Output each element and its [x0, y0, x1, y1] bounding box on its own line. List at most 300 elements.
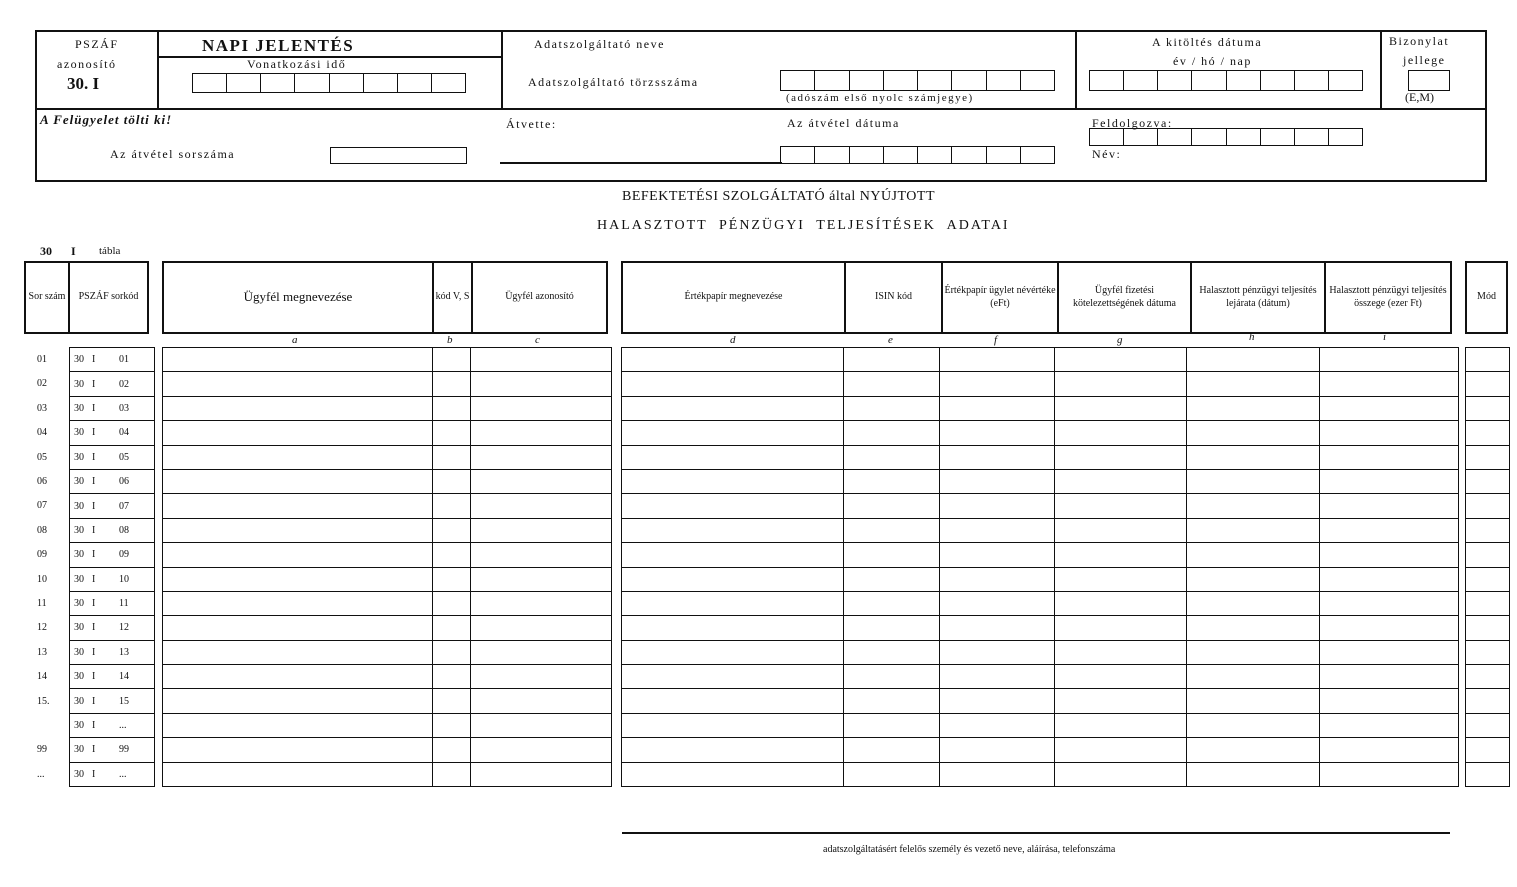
nevertek-header: Értékpapír ügylet névértéke (eFt) — [944, 285, 1056, 309]
right-data-grid-cell[interactable] — [1187, 738, 1320, 762]
right-data-grid-cell[interactable] — [844, 372, 940, 396]
sorkod-part-1: 30 — [74, 427, 84, 439]
left-data-grid-cell[interactable] — [433, 421, 471, 445]
ugyfel-megnevezese-header: Ügyfél megnevezése — [243, 289, 353, 305]
right-data-grid-cell[interactable] — [940, 543, 1055, 567]
torzsszam-field[interactable] — [780, 70, 1055, 91]
right-data-grid-cell[interactable] — [844, 591, 940, 615]
sorkod-part-2: I — [92, 402, 96, 414]
right-data-grid-cell[interactable] — [940, 616, 1055, 640]
row-number: 03 — [37, 402, 47, 414]
right-data-grid-cell[interactable] — [622, 372, 844, 396]
right-data-grid-cell[interactable] — [1055, 421, 1187, 445]
sorkod-part-3: 02 — [119, 378, 129, 390]
sorkod-part-2: I — [92, 671, 96, 683]
right-data-grid-cell[interactable] — [1187, 421, 1320, 445]
lejarata-header: Halasztott pénzügyi teljesítés lejárata (dátum) — [1199, 285, 1317, 309]
atvetel-sorszama-field[interactable] — [330, 147, 467, 164]
right-data-grid-cell[interactable] — [1187, 348, 1320, 372]
left-data-grid-cell[interactable] — [433, 372, 471, 396]
table-row — [622, 494, 1459, 518]
right-data-grid-cell[interactable] — [1187, 689, 1320, 713]
left-data-grid-cell[interactable] — [163, 591, 433, 615]
bizonylat-label: Bizonylat — [1389, 34, 1450, 48]
right-data-grid-cell[interactable] — [1187, 494, 1320, 518]
right-data-grid-cell[interactable] — [1320, 616, 1459, 640]
mod-column-cell[interactable] — [1466, 421, 1510, 445]
mod-column-cell[interactable] — [1466, 640, 1510, 664]
left-data-grid-cell[interactable] — [471, 738, 612, 762]
left-data-grid-cell[interactable] — [163, 445, 433, 469]
mod-column-cell[interactable] — [1466, 348, 1510, 372]
left-data-grid-cell[interactable] — [471, 591, 612, 615]
pszaf-label: PSZÁF — [75, 37, 119, 51]
right-data-grid-cell[interactable] — [844, 421, 940, 445]
table-row — [622, 567, 1459, 591]
table-row — [622, 445, 1459, 469]
table-row — [70, 665, 155, 689]
report-title-line2: HALASZTOTT PÉNZÜGYI TELJESÍTÉSEK ADATAI — [597, 218, 1010, 233]
left-data-grid-cell[interactable] — [163, 518, 433, 542]
right-data-grid-cell[interactable] — [940, 372, 1055, 396]
mod-column-cell[interactable] — [1466, 738, 1510, 762]
mod-column-cell[interactable] — [1466, 762, 1510, 786]
left-data-grid-cell[interactable] — [471, 396, 612, 420]
left-data-grid-cell[interactable] — [433, 640, 471, 664]
left-data-grid-cell[interactable] — [163, 469, 433, 493]
right-data-grid-cell[interactable] — [1187, 469, 1320, 493]
sorkod-part-3: 14 — [119, 671, 129, 683]
right-data-grid-cell[interactable] — [1055, 665, 1187, 689]
pszaf-sorkod-header: PSZÁF sorkód — [78, 291, 139, 303]
sorkod-part-2: I — [92, 354, 96, 366]
right-data-grid-cell[interactable] — [1320, 543, 1459, 567]
row-number: 09 — [37, 549, 47, 561]
right-data-grid-cell[interactable] — [1187, 591, 1320, 615]
left-data-grid-cell[interactable] — [471, 469, 612, 493]
right-data-grid-cell[interactable] — [940, 348, 1055, 372]
mod-column-cell[interactable] — [1466, 445, 1510, 469]
column-letter-c: c — [535, 334, 540, 346]
sorkod-column-cell — [70, 494, 155, 518]
atvette-line — [500, 162, 782, 164]
left-data-grid-cell[interactable] — [433, 738, 471, 762]
column-letter-e: e — [888, 334, 893, 346]
table-row — [70, 591, 155, 615]
right-data-grid-cell[interactable] — [1320, 348, 1459, 372]
mod-column-cell[interactable] — [1466, 518, 1510, 542]
sorkod-part-3: 05 — [119, 451, 129, 463]
sorkod-column — [69, 347, 155, 787]
left-data-grid-cell[interactable] — [471, 421, 612, 445]
table-row — [163, 689, 612, 713]
ertekpapir-megnevezese-header: Értékpapír megnevezése — [684, 291, 783, 303]
right-data-grid-cell[interactable] — [622, 738, 844, 762]
sorkod-part-2: I — [92, 451, 96, 463]
right-data-grid-cell[interactable] — [844, 713, 940, 737]
right-data-grid-cell[interactable] — [844, 445, 940, 469]
sorkod-column-cell — [70, 762, 155, 786]
right-data-grid-cell[interactable] — [844, 543, 940, 567]
right-data-grid-cell[interactable] — [940, 469, 1055, 493]
right-data-grid-cell[interactable] — [1320, 469, 1459, 493]
table-number: 30 — [40, 244, 52, 258]
sorkod-part-2: I — [92, 500, 96, 512]
table-row — [1466, 640, 1510, 664]
left-data-grid — [162, 347, 612, 787]
table-row — [163, 469, 612, 493]
row-number: 12 — [37, 622, 47, 634]
left-data-grid-cell[interactable] — [433, 567, 471, 591]
table-row — [70, 762, 155, 786]
right-data-grid-cell[interactable] — [1320, 445, 1459, 469]
mod-column-cell[interactable] — [1466, 689, 1510, 713]
right-data-grid-cell[interactable] — [622, 713, 844, 737]
right-data-grid-cell[interactable] — [1320, 713, 1459, 737]
mod-column-cell[interactable] — [1466, 469, 1510, 493]
table-row — [1466, 445, 1510, 469]
right-data-grid-cell[interactable] — [1187, 372, 1320, 396]
left-data-grid-cell[interactable] — [433, 689, 471, 713]
bizonylat-jellege-field[interactable] — [1408, 70, 1450, 91]
left-data-grid-cell[interactable] — [471, 762, 612, 786]
azonosito-label: azonosító — [57, 57, 117, 71]
table-row — [622, 665, 1459, 689]
table-row — [70, 372, 155, 396]
mod-column-cell[interactable] — [1466, 713, 1510, 737]
right-data-grid-cell[interactable] — [844, 616, 940, 640]
right-data-grid-cell[interactable] — [1187, 762, 1320, 786]
right-data-grid-cell[interactable] — [622, 640, 844, 664]
right-data-grid-cell[interactable] — [844, 567, 940, 591]
right-data-grid-cell[interactable] — [1187, 616, 1320, 640]
left-data-grid-cell[interactable] — [433, 494, 471, 518]
mod-column-cell[interactable] — [1466, 372, 1510, 396]
left-data-grid-cell[interactable] — [433, 543, 471, 567]
right-data-grid-cell[interactable] — [940, 591, 1055, 615]
right-data-grid-cell[interactable] — [844, 494, 940, 518]
right-data-grid-cell[interactable] — [622, 591, 844, 615]
sorkod-column-cell — [70, 396, 155, 420]
left-data-grid-cell[interactable] — [471, 348, 612, 372]
right-data-grid-cell[interactable] — [622, 689, 844, 713]
column-letter-g: g — [1117, 334, 1123, 346]
atvetel-datuma-label: Az átvétel dátuma — [787, 116, 900, 130]
sorkod-part-1: 30 — [74, 451, 84, 463]
right-data-grid-cell[interactable] — [1187, 713, 1320, 737]
right-data-grid-cell[interactable] — [940, 494, 1055, 518]
mod-column-cell[interactable] — [1466, 494, 1510, 518]
left-data-grid-cell[interactable] — [471, 518, 612, 542]
left-data-grid-cell[interactable] — [471, 372, 612, 396]
right-data-grid-cell[interactable] — [844, 518, 940, 542]
right-data-grid-cell[interactable] — [1055, 640, 1187, 664]
left-data-grid-cell[interactable] — [433, 445, 471, 469]
right-data-grid-cell[interactable] — [622, 762, 844, 786]
table-row — [163, 372, 612, 396]
vonatkozasi-ido-field[interactable] — [192, 73, 466, 93]
right-data-grid-cell[interactable] — [1055, 713, 1187, 737]
left-data-grid-cell[interactable] — [471, 713, 612, 737]
right-data-grid-cell[interactable] — [1320, 372, 1459, 396]
right-data-grid-cell[interactable] — [844, 396, 940, 420]
right-data-grid-cell[interactable] — [940, 713, 1055, 737]
sorkod-column-cell — [70, 640, 155, 664]
right-data-grid-cell[interactable] — [1055, 348, 1187, 372]
sorkod-part-1: 30 — [74, 720, 84, 732]
left-data-grid-cell[interactable] — [433, 348, 471, 372]
right-data-grid-cell[interactable] — [1055, 616, 1187, 640]
sorkod-column-cell — [70, 591, 155, 615]
right-data-grid-cell[interactable] — [622, 396, 844, 420]
right-data-grid-cell[interactable] — [1055, 543, 1187, 567]
sorkod-part-3: 12 — [119, 622, 129, 634]
left-data-grid-cell[interactable] — [163, 689, 433, 713]
right-data-grid-cell[interactable] — [1320, 738, 1459, 762]
sorkod-part-1: 30 — [74, 573, 84, 585]
sorkod-part-1: 30 — [74, 378, 84, 390]
right-data-grid-cell[interactable] — [940, 762, 1055, 786]
table-row — [70, 567, 155, 591]
sorkod-part-1: 30 — [74, 646, 84, 658]
left-data-grid-cell[interactable] — [471, 445, 612, 469]
table-row — [163, 348, 612, 372]
left-data-grid-cell[interactable] — [163, 738, 433, 762]
right-data-grid-cell[interactable] — [622, 616, 844, 640]
right-data-grid-cell[interactable] — [622, 665, 844, 689]
table-row — [622, 591, 1459, 615]
mod-column-cell[interactable] — [1466, 591, 1510, 615]
right-data-grid-cell[interactable] — [622, 348, 844, 372]
mod-column-cell[interactable] — [1466, 567, 1510, 591]
right-data-grid-cell[interactable] — [844, 348, 940, 372]
mod-column-cell[interactable] — [1466, 616, 1510, 640]
left-data-grid-cell[interactable] — [163, 421, 433, 445]
right-data-grid-cell[interactable] — [1320, 421, 1459, 445]
table-row — [163, 518, 612, 542]
table-row — [622, 713, 1459, 737]
mod-header: Mód — [1477, 291, 1496, 303]
right-data-grid-cell[interactable] — [1055, 445, 1187, 469]
sorkod-part-1: 30 — [74, 476, 84, 488]
table-row — [622, 738, 1459, 762]
table-word: tábla — [99, 245, 121, 257]
vonatkozasi-ido-label: Vonatkozási idő — [247, 57, 347, 71]
table-row — [163, 543, 612, 567]
right-data-grid-cell[interactable] — [1187, 665, 1320, 689]
table-row — [1466, 372, 1510, 396]
left-data-grid-cell[interactable] — [163, 567, 433, 591]
right-data-grid-cell[interactable] — [1187, 518, 1320, 542]
table-row — [1466, 616, 1510, 640]
left-data-grid-cell[interactable] — [163, 616, 433, 640]
table-row — [70, 421, 155, 445]
left-data-grid-cell[interactable] — [433, 665, 471, 689]
left-data-grid-cell[interactable] — [433, 469, 471, 493]
table-row — [70, 348, 155, 372]
left-data-grid-cell[interactable] — [433, 762, 471, 786]
table-row — [70, 713, 155, 737]
atvetel-datuma-field[interactable] — [780, 146, 1055, 164]
sorkod-part-3: 15 — [119, 695, 129, 707]
right-data-grid-cell[interactable] — [940, 396, 1055, 420]
table-row — [1466, 348, 1510, 372]
right-data-grid-cell[interactable] — [1320, 567, 1459, 591]
mod-column-cell[interactable] — [1466, 396, 1510, 420]
right-data-grid-cell[interactable] — [940, 421, 1055, 445]
table-row — [1466, 469, 1510, 493]
left-data-grid-cell[interactable] — [163, 543, 433, 567]
sorkod-column-cell — [70, 518, 155, 542]
table-row — [622, 469, 1459, 493]
osszege-header: Halasztott pénzügyi teljesítés összege (ezer Ft) — [1329, 285, 1447, 309]
right-data-grid-cell[interactable] — [1320, 591, 1459, 615]
left-data-grid-cell[interactable] — [471, 640, 612, 664]
left-data-grid-cell[interactable] — [163, 640, 433, 664]
left-data-grid-cell[interactable] — [163, 372, 433, 396]
right-data-grid-cell[interactable] — [844, 738, 940, 762]
right-data-grid-cell[interactable] — [1187, 640, 1320, 664]
right-data-grid-cell[interactable] — [844, 762, 940, 786]
right-data-grid-cell[interactable] — [622, 518, 844, 542]
table-row — [622, 543, 1459, 567]
left-data-grid-cell[interactable] — [433, 616, 471, 640]
sorkod-part-3: 09 — [119, 549, 129, 561]
right-data-grid-cell[interactable] — [1320, 494, 1459, 518]
right-data-grid-cell[interactable] — [1320, 665, 1459, 689]
right-data-grid-cell[interactable] — [1055, 738, 1187, 762]
left-data-grid-cell[interactable] — [471, 689, 612, 713]
sorkod-column-cell — [70, 738, 155, 762]
right-data-grid-cell[interactable] — [1187, 396, 1320, 420]
sorkod-part-1: 30 — [74, 768, 84, 780]
adatszolgaltato-neve-label: Adatszolgáltató neve — [534, 37, 665, 51]
row-number: 13 — [37, 646, 47, 658]
right-data-grid-cell[interactable] — [844, 640, 940, 664]
right-data-grid-cell[interactable] — [940, 738, 1055, 762]
column-letter-i: i — [1383, 331, 1387, 343]
left-data-grid-cell[interactable] — [163, 396, 433, 420]
right-data-grid-cell[interactable] — [940, 640, 1055, 664]
table-row — [163, 494, 612, 518]
table-row — [70, 640, 155, 664]
right-data-grid-cell[interactable] — [1055, 762, 1187, 786]
right-data-grid — [621, 347, 1459, 787]
right-data-grid-cell[interactable] — [940, 689, 1055, 713]
ugyfel-azonosito-header: Ügyfél azonosító — [505, 291, 574, 303]
sorkod-part-2: I — [92, 524, 96, 536]
table-row — [622, 518, 1459, 542]
right-data-grid-cell[interactable] — [940, 518, 1055, 542]
right-data-grid-cell[interactable] — [622, 494, 844, 518]
right-data-grid-cell[interactable] — [1055, 591, 1187, 615]
table-row — [163, 713, 612, 737]
sorkod-part-1: 30 — [74, 744, 84, 756]
sorkod-column-cell — [70, 567, 155, 591]
right-data-grid-cell[interactable] — [1320, 518, 1459, 542]
sorkod-part-3: 10 — [119, 573, 129, 585]
left-data-header — [162, 261, 608, 334]
right-data-grid-cell[interactable] — [1320, 396, 1459, 420]
left-data-grid-cell[interactable] — [433, 518, 471, 542]
sorkod-part-2: I — [92, 646, 96, 658]
right-data-grid-cell[interactable] — [1055, 372, 1187, 396]
right-data-grid-cell[interactable] — [622, 543, 844, 567]
left-data-grid-cell[interactable] — [163, 348, 433, 372]
sorkod-part-2: I — [92, 720, 96, 732]
sorkod-column-cell — [70, 421, 155, 445]
left-data-grid-cell[interactable] — [163, 494, 433, 518]
right-data-grid-cell[interactable] — [1055, 689, 1187, 713]
table-row — [163, 738, 612, 762]
left-data-grid-cell[interactable] — [163, 713, 433, 737]
table-row — [622, 616, 1459, 640]
left-data-grid-cell[interactable] — [471, 543, 612, 567]
right-data-grid-cell[interactable] — [622, 567, 844, 591]
right-data-grid-cell[interactable] — [622, 421, 844, 445]
left-data-grid-cell[interactable] — [433, 396, 471, 420]
sorkod-part-1: 30 — [74, 402, 84, 414]
mod-column-cell[interactable] — [1466, 665, 1510, 689]
column-letter-a: a — [292, 334, 298, 346]
sorkod-part-3: 07 — [119, 500, 129, 512]
table-row — [70, 494, 155, 518]
right-data-grid-cell[interactable] — [1187, 543, 1320, 567]
left-data-grid-cell[interactable] — [433, 713, 471, 737]
sorkod-part-2: I — [92, 378, 96, 390]
right-data-grid-cell[interactable] — [1320, 762, 1459, 786]
left-data-grid-cell[interactable] — [471, 665, 612, 689]
right-data-grid-cell[interactable] — [940, 567, 1055, 591]
left-data-grid-cell[interactable] — [471, 494, 612, 518]
right-data-grid-cell[interactable] — [844, 689, 940, 713]
left-data-grid-cell[interactable] — [471, 616, 612, 640]
right-data-grid-cell[interactable] — [940, 665, 1055, 689]
table-row — [70, 469, 155, 493]
right-data-grid-cell[interactable] — [1055, 396, 1187, 420]
table-row — [622, 421, 1459, 445]
sorkod-column-cell — [70, 616, 155, 640]
table-row — [70, 396, 155, 420]
mod-column-cell[interactable] — [1466, 543, 1510, 567]
right-data-grid-cell[interactable] — [1320, 640, 1459, 664]
feldolgozva-field[interactable] — [1089, 128, 1363, 146]
right-data-grid-cell[interactable] — [1320, 689, 1459, 713]
right-data-grid-cell[interactable] — [622, 445, 844, 469]
divider — [1380, 30, 1382, 110]
right-data-grid-cell[interactable] — [1187, 445, 1320, 469]
right-data-grid-cell[interactable] — [844, 469, 940, 493]
right-data-grid-cell[interactable] — [1055, 518, 1187, 542]
row-number: 10 — [37, 573, 47, 585]
kitoltes-datuma-field[interactable] — [1089, 70, 1363, 91]
sorkod-part-1: 30 — [74, 598, 84, 610]
column-letter-h: h — [1249, 331, 1255, 343]
right-data-grid-cell[interactable] — [844, 665, 940, 689]
right-data-grid-cell[interactable] — [940, 445, 1055, 469]
left-data-grid-cell[interactable] — [163, 665, 433, 689]
left-data-grid-cell[interactable] — [471, 567, 612, 591]
divider — [1075, 30, 1077, 110]
right-data-grid-cell[interactable] — [1187, 567, 1320, 591]
right-data-grid-cell[interactable] — [1055, 494, 1187, 518]
left-data-grid-cell[interactable] — [433, 591, 471, 615]
right-data-grid-cell[interactable] — [622, 469, 844, 493]
sorkod-part-2: I — [92, 598, 96, 610]
right-data-grid-cell[interactable] — [1055, 469, 1187, 493]
left-data-grid-cell[interactable] — [163, 762, 433, 786]
right-data-grid-cell[interactable] — [1055, 567, 1187, 591]
